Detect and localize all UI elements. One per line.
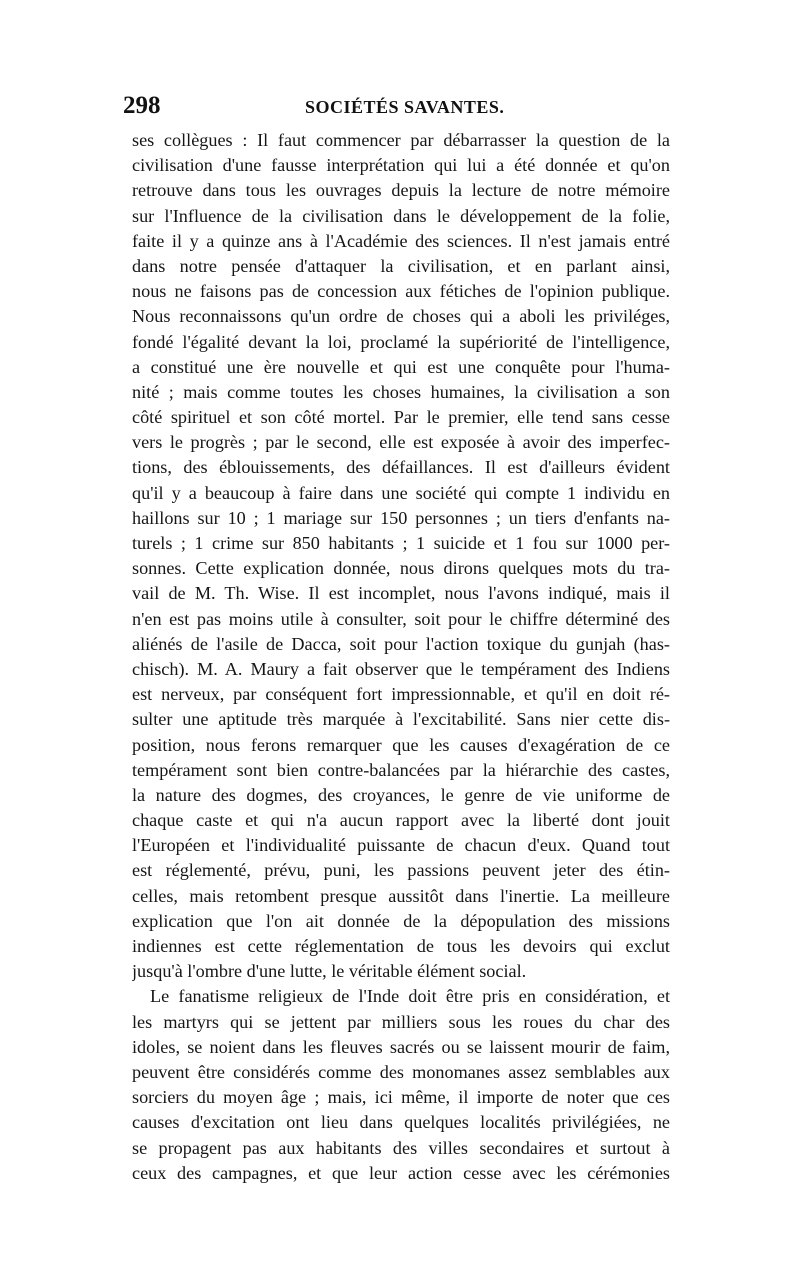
paragraph-first-line: Le fanatisme religieux de l'Inde doit être pris en considération, et xyxy=(150,986,670,1007)
text-line: est nerveux, par conséquent fort impressionnable, et qu'il en doit ré- xyxy=(132,684,670,705)
text-line: celles, mais retombent presque aussitôt dans l'inertie. La meilleure xyxy=(132,885,670,906)
text-line: les martyrs qui se jettent par milliers sous les roues du char des xyxy=(132,1011,670,1032)
text-line: haillons sur 10 ; 1 mariage sur 150 personnes ; un tiers d'enfants na- xyxy=(132,507,670,528)
text-line: turels ; 1 crime sur 850 habitants ; 1 suicide et 1 fou sur 1000 per- xyxy=(132,533,670,553)
text-line: la nature des dogmes, des croyances, le genre de vie uniforme de xyxy=(132,784,670,805)
text-line: faite il y a quinze ans à l'Académie des sciences. Il n'est jamais entré xyxy=(132,230,670,251)
text-line: tions, des éblouissements, des défaillances. Il est d'ailleurs évident xyxy=(132,457,670,478)
text-line: chaque caste et qui n'a aucun rapport avec la liberté dont jouit xyxy=(132,810,670,831)
running-head xyxy=(123,92,676,122)
text-line: idoles, se noient dans les fleuves sacrés ou se laissent mourir de faim, xyxy=(132,1036,670,1057)
text-line: nous ne faisons pas de concession aux fétiches de l'opinion publique. xyxy=(132,281,670,302)
page-number: 298 xyxy=(123,92,161,119)
text-line: causes d'excitation ont lieu dans quelques localités privilégiées, ne xyxy=(132,1112,670,1133)
text-line: indiennes est cette réglementation de tous les devoirs qui exclut xyxy=(132,936,670,956)
text-line: est réglementé, prévu, puni, les passions peuvent jeter des étin- xyxy=(132,860,670,881)
text-line: tempérament sont bien contre-balancées par la hiérarchie des castes, xyxy=(132,759,670,780)
text-line: civilisation d'une fausse interprétation qui lui a été donnée et qu'on xyxy=(132,155,670,176)
text-line: Nous reconnaissons qu'un ordre de choses qui a aboli les priviléges, xyxy=(132,306,670,327)
text-line: ceux des campagnes, et que leur action cesse avec les cérémonies xyxy=(132,1162,670,1183)
text-line: se propagent pas aux habitants des villes secondaires et surtout à xyxy=(132,1137,670,1158)
text-line: chisch). M. A. Maury a fait observer que le tempérament des Indiens xyxy=(132,658,670,679)
paragraph-last-line: jusqu'à l'ombre d'une lutte, le véritable élément social. xyxy=(132,961,527,982)
text-line: n'en est pas moins utile à consulter, soit pour le chiffre déterminé des xyxy=(132,608,670,629)
text-line: dans notre pensée d'attaquer la civilisation, et en parlant ainsi, xyxy=(132,255,670,276)
text-line: vail de M. Th. Wise. Il est incomplet, nous l'avons indiqué, mais il xyxy=(132,583,670,604)
text-line: a constitué une ère nouvelle et qui est une conquête pour l'huma- xyxy=(132,356,670,377)
text-line: ses collègues : Il faut commencer par débarrasser la question de la xyxy=(132,130,670,150)
text-line: sorciers du moyen âge ; mais, ici même, il importe de noter que ces xyxy=(132,1087,670,1108)
text-line: sonnes. Cette explication donnée, nous dirons quelques mots du tra- xyxy=(132,558,670,579)
text-line: fondé l'égalité devant la loi, proclamé la supériorité de l'intelligence, xyxy=(132,331,670,352)
body-text xyxy=(132,128,670,1186)
text-line: nité ; mais comme toutes les choses humaines, la civilisation a son xyxy=(132,381,670,402)
text-line: peuvent être considérés comme des monomanes assez semblables aux xyxy=(132,1061,670,1082)
text-line: qu'il y a beaucoup à faire dans une société qui compte 1 individu en xyxy=(132,482,670,503)
text-line: aliénés de l'asile de Dacca, soit pour l'action toxique du gunjah (has- xyxy=(132,633,670,654)
text-line: sur l'Influence de la civilisation dans le développement de la folie, xyxy=(132,205,670,226)
text-line: explication que l'on ait donnée de la dépopulation des missions xyxy=(132,910,670,931)
text-line: l'Européen et l'individualité puissante de chacun d'eux. Quand tout xyxy=(132,835,670,856)
running-title: SOCIÉTÉS SAVANTES. xyxy=(305,97,505,117)
text-line: position, nous ferons remarquer que les causes d'exagération de ce xyxy=(132,734,670,755)
text-line: retrouve dans tous les ouvrages depuis la lecture de notre mémoire xyxy=(132,180,670,201)
text-line: côté spirituel et son côté mortel. Par le premier, elle tend sans cesse xyxy=(132,407,670,428)
text-line: sulter une aptitude très marquée à l'excitabilité. Sans nier cette dis- xyxy=(132,709,670,730)
text-line: vers le progrès ; par le second, elle est exposée à avoir des imperfec- xyxy=(132,432,670,453)
